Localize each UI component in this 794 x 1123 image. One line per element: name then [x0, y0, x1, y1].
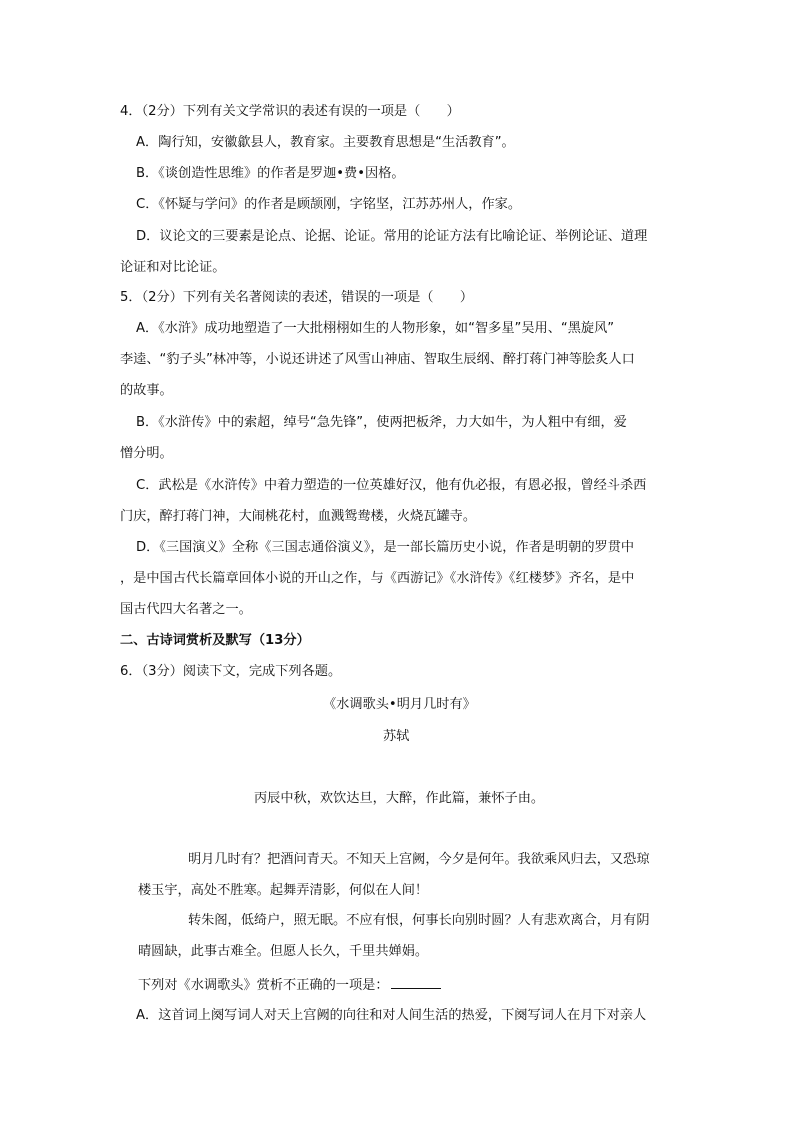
poem-line3: 转朱阁，低绮户，照无眠。不应有恨，何事长向别时圆？人有悲欢离合，月有阴	[188, 913, 650, 928]
q4-option-d-line2: 论证和对比论证。	[120, 260, 226, 275]
poem-line1: 明月几时有？把酒问青天。不知天上宫阙，今夕是何年。我欲乘风归去，又恐琼	[188, 852, 650, 867]
poem-author: 苏轼	[383, 729, 410, 744]
q5-stem: 5．（2分）下列有关名著阅读的表述，错误的一项是（ ）	[120, 290, 474, 305]
q6-subquestion-text: 下列对《水调歌头》赏析不正确的一项是：	[138, 978, 389, 993]
q4-option-d-line1: D．议论文的三要素是论点、论据、论证。常用的论证方法有比喻论证、举例论证、道理	[136, 229, 648, 244]
poem-line2: 楼玉宇，高处不胜寒。起舞弄清影，何似在人间！	[138, 883, 429, 898]
q5-option-a-line2: 李逵、“豹子头”林冲等，小说还讲述了风雪山神庙、智取生辰纲、醉打蒋门神等脍炙人口	[120, 352, 635, 367]
q5-option-b-line1: B．《水浒传》中的索超，绰号“急先锋”，使两把板斧，力大如牛，为人粗中有细，爱	[136, 415, 627, 430]
q5-option-c-line2: 门庆，醉打蒋门神，大闹桃花村，血溅鸳鸯楼，火烧瓦罐寺。	[120, 509, 477, 524]
q5-option-b-line2: 憎分明。	[120, 446, 173, 461]
q5-option-d-line2: ，是中国古代长篇章回体小说的开山之作，与《西游记》《水浒传》《红楼梦》齐名，是中	[120, 571, 635, 586]
q4-option-a: A．陶行知，安徽歙县人，教育家。主要教育思想是“生活教育”。	[136, 135, 515, 150]
q5-option-a-line3: 的故事。	[120, 383, 173, 398]
answer-blank	[391, 974, 441, 989]
poem-line4: 晴圆缺，此事古难全。但愿人长久，千里共婵娟。	[138, 944, 429, 959]
poem-title: 《水调歌头•明月几时有》	[323, 697, 476, 712]
q5-option-d-line1: D．《三国演义》全称《三国志通俗演义》，是一部长篇历史小说，作者是明朝的罗贯中	[136, 540, 635, 555]
q4-option-b: B．《谈创造性思维》的作者是罗迦•费•因格。	[136, 166, 405, 181]
q6-subquestion	[138, 974, 441, 996]
poem-preface: 丙辰中秋，欢饮达旦，大醉，作此篇，兼怀子由。	[254, 791, 545, 806]
q6-option-a-line1: A．这首词上阕写词人对天上宫阙的向往和对人间生活的热爱，下阕写词人在月下对亲人	[136, 1008, 647, 1023]
q4-option-c: C．《怀疑与学问》的作者是顾颉刚，字铭坚，江苏苏州人，作家。	[136, 197, 522, 212]
q5-option-c-line1: C．武松是《水浒传》中着力塑造的一位英雄好汉，他有仇必报，有恩必报，曾经斗杀西	[136, 478, 647, 493]
q5-option-d-line3: 国古代四大名著之一。	[120, 602, 252, 617]
section-heading: 二、古诗词赏析及默写（13分）	[120, 633, 310, 648]
q5-option-a-line1: A．《水浒》成功地塑造了一大批栩栩如生的人物形象，如“智多星”吴用、“黑旋风”	[136, 321, 615, 336]
q6-stem: 6．（3分）阅读下文，完成下列各题。	[120, 664, 342, 679]
q4-stem: 4．（2分）下列有关文学常识的表述有误的一项是（ ）	[120, 104, 460, 119]
